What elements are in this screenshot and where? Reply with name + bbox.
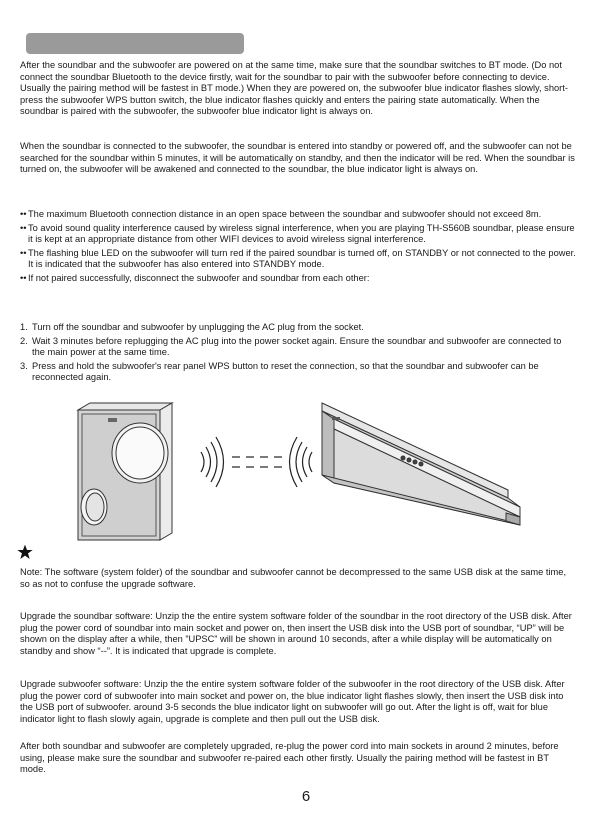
bullet-mark: •• xyxy=(20,209,27,219)
upgrade-soundbar-paragraph: Upgrade the soundbar software: Unzip the the entire system software folder of the soundbar in the root directory of the USB disk. After plug the power cord of soundbar into main socket and power on, then insert the USB disk into the USB port of soundbar, “UP” will be shown on the display after a while, then ”UPSC” will be shown in around 10 seconds, after a while display will be automatically on standby and show “--”. It is indicated that upgrade is complete. xyxy=(20,611,572,656)
wireless-signal-right-icon xyxy=(290,437,313,487)
section-header-bar xyxy=(26,33,244,54)
pairing-illustration xyxy=(60,395,530,545)
note-paragraph: Note: The software (system folder) of the soundbar and subwoofer cannot be decompressed to the same USB disk at the same time, so as not to confuse the upgrade software. xyxy=(20,567,567,589)
step-item: 2. Wait 3 minutes before replugging the AC plug into the power socket again. Ensure the soundbar and subwoofer are connected to the main power at the same time. xyxy=(20,335,562,358)
step-item: 3. Press and hold the subwoofer's rear panel WPS button to reset the connection, so that the soundbar and subwoofer can be reconnected again. xyxy=(20,360,539,383)
soundbar-illustration xyxy=(322,403,520,525)
wireless-signal-left-icon xyxy=(201,437,224,487)
reset-steps-list xyxy=(20,322,576,386)
page-number: 6 xyxy=(301,788,311,805)
bullet-item: •• The maximum Bluetooth connection distance in an open space between the soundbar and subwoofer should not exceed 8m. xyxy=(20,209,542,219)
bullet-item: •• The flashing blue LED on the subwoofer will turn red if the paired soundbar is turned off, on STANDBY or not connected to the power. It is indicated that the subwoofer has also entered into STANDBY mode. xyxy=(20,247,576,270)
final-note-paragraph: After both soundbar and subwoofer are completely upgraded, re-plug the power cord into main sockets in around 2 minutes, before using, please make sure the soundbar and subwoofer re-paired each other firstly. Usually the pairing method will be fastest in BT mode. xyxy=(20,741,559,775)
step-item: 1. Turn off the soundbar and subwoofer by unplugging the AC plug from the socket. xyxy=(20,322,364,332)
bullet-mark: •• xyxy=(20,222,27,233)
intro-paragraph-2: When the soundbar is connected to the subwoofer, the soundbar is entered into standby or powered off, and the subwoofer can not be searched for the soundbar within 5 minutes, it will be automatically on standby, and then the indicator will be red. When the soundbar is turned on, the subwoofer will be awakened and connected to the soundbar, the blue indicator light is always on. xyxy=(20,141,575,175)
bullet-item: •• To avoid sound quality interference caused by wireless signal interference, when you are playing TH-S560B soundbar, please ensure it is kept at an appropriate distance from other WIFI devices to avoid wireless signal interference. xyxy=(20,222,575,245)
upgrade-subwoofer-paragraph: Upgrade subwoofer software: Unzip the the entire system software folder of the subwoofer in the root directory of the USB disk. After plug the power cord of subwoofer into main socket and power on, the blue indicator light flashes slowly, then insert the USB disk into the USB port of subwoofer. around 3-5 seconds the blue indicator light on subwoofer will go out. After the light is off, wait for blue indicator light to flash slowly again, upgrade is complete and then pull out the USB disk. xyxy=(20,679,565,724)
intro-paragraph-1: After the soundbar and the subwoofer are powered on at the same time, make sure that the soundbar switches to BT mode. (Do not connect the soundbar Bluetooth to the device firstly, wait for the soundbar to pair with the subwoofer before connecting to device. Usually the pairing method will be fastest in BT mode.) When they are powered on, the subwoofer blue indicator flashes slowly, short-press the subwoofer WPS button switch, the blue indicator flashes quickly and enters the pairing state automatically. When the soundbar is paired with the subwoofer, the subwoofer blue indicator light is always on. xyxy=(20,60,568,117)
star-icon xyxy=(17,544,33,560)
bullet-item: •• If not paired successfully, disconnect the subwoofer and soundbar from each other: xyxy=(20,272,370,283)
subwoofer-illustration xyxy=(78,403,172,540)
tips-bullet-list xyxy=(20,209,576,287)
bullet-mark: •• xyxy=(20,272,27,283)
bullet-mark: •• xyxy=(20,247,27,258)
dashed-link-icon xyxy=(232,457,282,467)
